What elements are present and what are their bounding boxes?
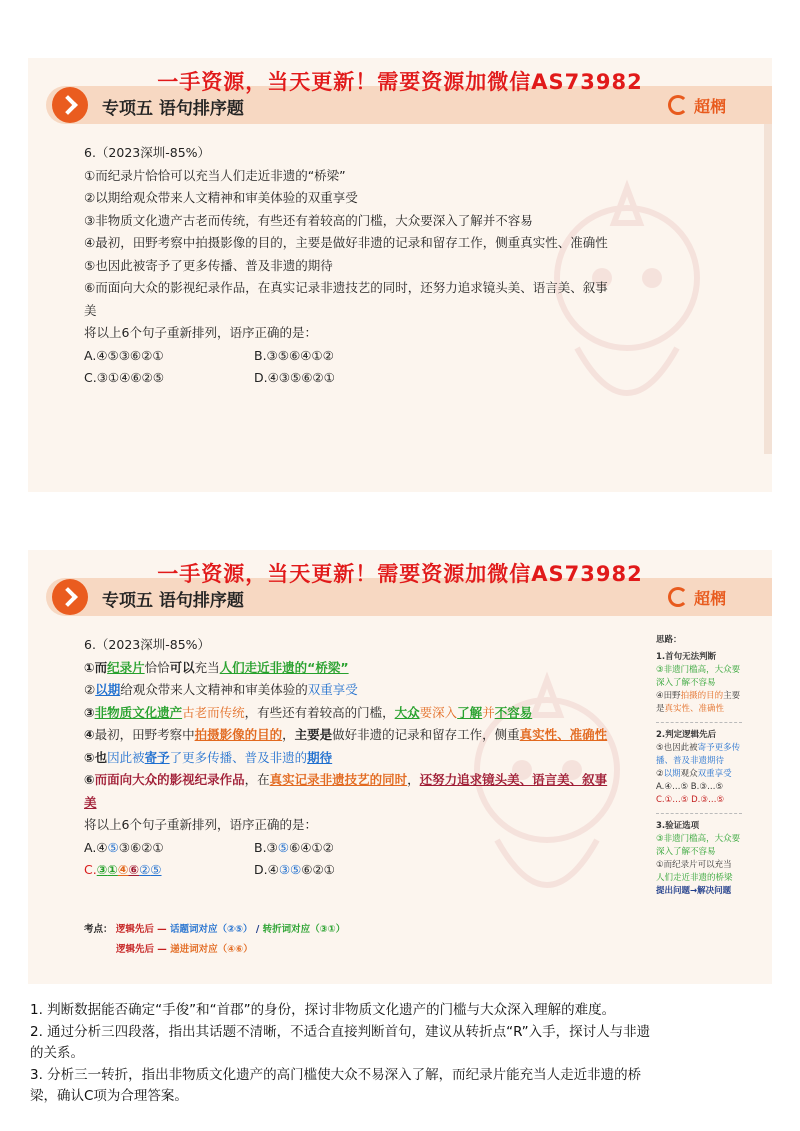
annotated-sentence-6: ⑥而面向大众的影视纪录作品，在真实记录非遗技艺的同时，还努力追求镜头美、语言美、叙事 (84, 772, 608, 787)
analysis-line-4: 3. 分析三一转折，指出非物质文化遗产的高门槛使大众不易深入了解，而纪录片能充当人走近非遗的桥 (30, 1066, 642, 1083)
sentence-2: ②以期给观众带来人文精神和审美体验的双重享受 (84, 190, 358, 205)
brand-logo: 超棢 (668, 94, 726, 117)
options-row-2 (84, 367, 654, 390)
annotated-sentence-2: ②以期给观众带来人文精神和审美体验的双重享受 (84, 682, 358, 697)
section-title: 专项五 语句排序题 (102, 99, 244, 119)
promo-banner: 一手资源，当天更新！需要资源加微信AS73982 (157, 562, 643, 586)
sentence-6: ⑥而面向大众的影视纪录作品，在真实记录非遗技艺的同时，还努力追求镜头美、语言美、叙事 (84, 280, 608, 295)
annotated-sentence-6-cont: 美 (84, 794, 97, 810)
sentence-1: ①而纪录片恰恰可以充当人们走近非遗的“桥梁” (84, 167, 346, 183)
question-prompt: 将以上6个句子重新排列，语序正确的是： (84, 817, 317, 832)
sentence-4: ④最初，田野考察中拍摄影像的目的，主要是做好非遗的记录和留存工作，侧重真实性、准确性 (84, 235, 608, 250)
question-prompt: 将以上6个句子重新排列，语序正确的是： (84, 325, 317, 340)
step-3-title: 3.验证选项 (656, 821, 700, 831)
key-points-row-1: 考点： 逻辑先后 — 话题词对应（②⑤） / 转折词对应（③①） (84, 924, 346, 935)
analysis-line-2: 2. 通过分析三四段落，指出其话题不清晰，不适合直接判断首句，建议从转折点“R”入手，探讨人与非遗 (30, 1023, 651, 1040)
question-number: 6.（2023深圳-85%） (84, 145, 211, 160)
step-1-title: 1.首句无法判断 (656, 652, 717, 662)
step-2-note-a: ⑤也因此被寄予更多传播、普及非遗期待 (656, 743, 741, 766)
option-d: D.④③⑤⑥②① (254, 862, 335, 877)
option-c-correct: C.③①④⑥②⑤ (84, 862, 162, 877)
analysis-text (30, 1000, 770, 1108)
step-3-note-c: 提出问题→解决问题 (656, 886, 732, 896)
step-2-note-b: ②以期观众双重享受 (656, 769, 732, 779)
logo-icon (668, 95, 688, 115)
question-body (84, 142, 654, 390)
sentence-3: ③非物质文化遗产古老而传统，有些还有着较高的门槛，大众要深入了解并不容易 (84, 212, 533, 228)
analysis-line-3: 的关系。 (30, 1045, 84, 1061)
step-3-note-a: ③非遗门槛高，大众要深入了解不容易 (656, 834, 741, 857)
option-c: C.③①④⑥②⑤ (84, 370, 164, 385)
promo-banner: 一手资源，当天更新！需要资源加微信AS73982 (157, 70, 643, 94)
option-a: A.④⑤③⑥②① (84, 347, 164, 363)
slide-annotated (28, 550, 772, 984)
option-b: B.③⑤⑥④①② (254, 347, 334, 363)
sentence-5: ⑤也因此被寄予了更多传播、普及非遗的期待 (84, 257, 333, 273)
reasoning-sidebar (656, 630, 742, 898)
step-1-note-b: ④田野拍摄的目的主要是真实性、准确性 (656, 691, 741, 714)
section-title: 专项五 语句排序题 (102, 591, 244, 611)
options-row-1 (84, 345, 654, 368)
step-1-note-a: ③非遗门槛高，大众要深入了解不容易 (656, 665, 741, 688)
sentence-6-cont: 美 (84, 302, 97, 318)
sidebar-divider (656, 722, 742, 723)
option-b: B.③⑤⑥④①② (254, 839, 334, 855)
options-row-2 (84, 859, 654, 882)
annotated-sentence-1: ①而纪录片恰恰可以充当人们走近非遗的“桥梁” (84, 659, 349, 675)
annotated-body (84, 634, 654, 882)
logo-icon (668, 587, 688, 607)
brand-logo: 超棢 (668, 586, 726, 609)
step-2-note-c: A.④…⑤ B.③…⑤ (656, 782, 724, 792)
key-points-row-2: 逻辑先后 — 递进词对应（④⑥） (116, 944, 253, 955)
options-row-1 (84, 837, 654, 860)
step-3-note-b: ①而纪录片可以充当 人们走近非遗的桥梁 (656, 860, 733, 883)
annotated-sentence-3: ③非物质文化遗产古老而传统，有些还有着较高的门槛，大众要深入了解并不容易 (84, 704, 533, 720)
analysis-line-1: 1. 判断数据能否确定“手俊”和“首郡”的身份，探讨非物质文化遗产的门槛与大众深入理解的难度。 (30, 1002, 616, 1018)
key-points (84, 920, 345, 960)
right-strip (764, 124, 772, 454)
slide-question (28, 58, 772, 492)
option-d: D.④③⑤⑥②① (254, 370, 335, 385)
question-number: 6.（2023深圳-85%） (84, 637, 211, 652)
step-2-title: 2.判定逻辑先后 (656, 730, 717, 740)
annotated-sentence-5: ⑤也因此被寄予了更多传播、普及非遗的期待 (84, 749, 333, 765)
sidebar-title: 思路： (656, 635, 682, 645)
option-a: A.④⑤③⑥②① (84, 839, 164, 855)
annotated-sentence-4: ④最初，田野考察中拍摄影像的目的，主要是做好非遗的记录和留存工作，侧重真实性、准确性 (84, 727, 608, 742)
step-2-note-d: C.①…⑤ D.③…⑤ (656, 795, 725, 805)
analysis-line-5: 梁，确认C项为合理答案。 (30, 1088, 188, 1104)
sidebar-divider (656, 813, 742, 814)
